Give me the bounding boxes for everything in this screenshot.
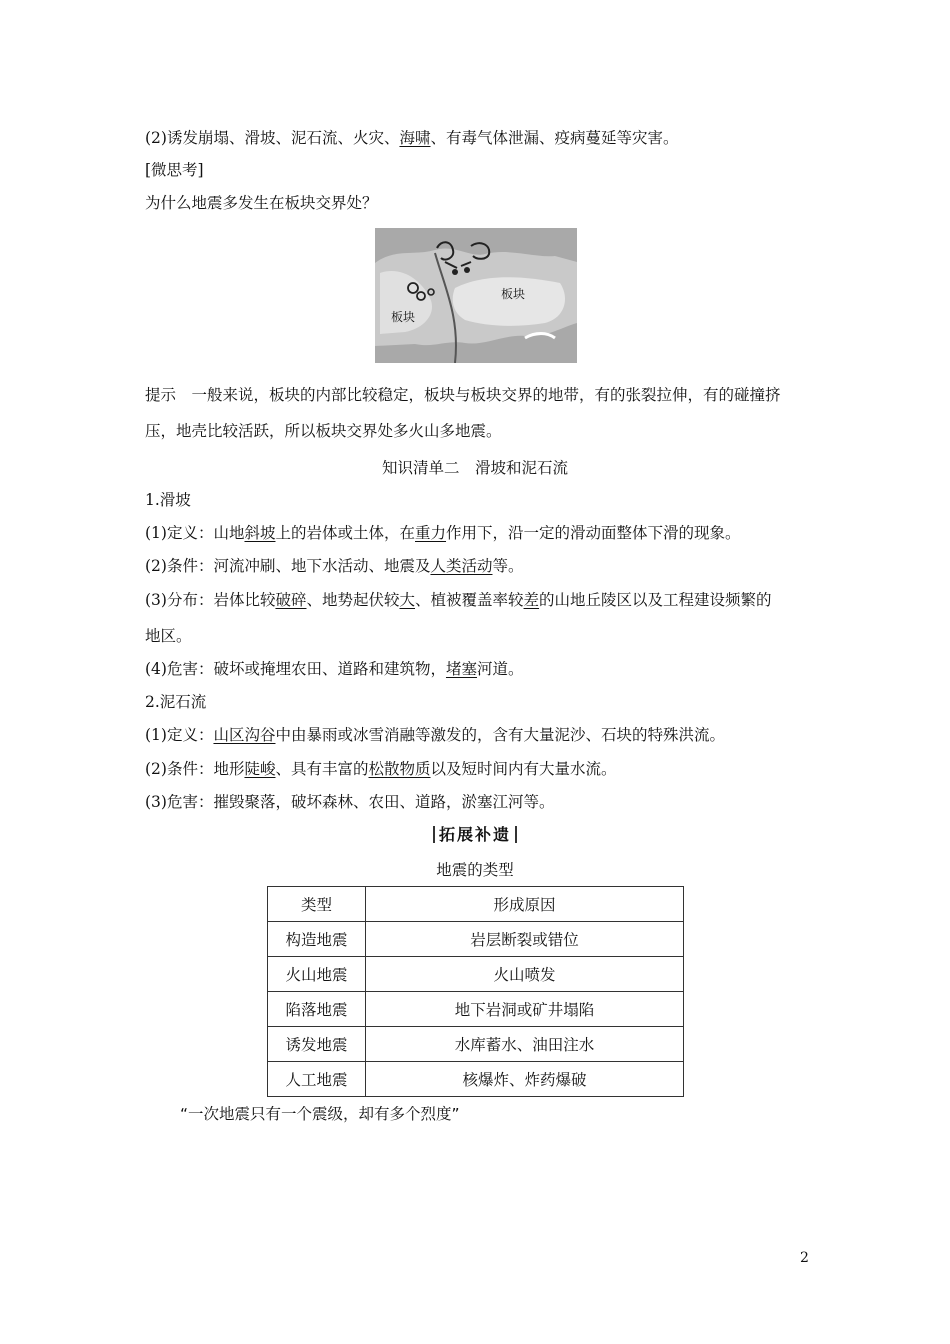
table-cell-type: 构造地震 xyxy=(268,922,366,957)
extension-banner: 拓展补遗 xyxy=(0,822,950,845)
landslide-distribution-cont: 地区。 xyxy=(145,627,192,645)
plate-boundary-figure xyxy=(375,228,577,363)
quote-text: “一次地震只有一个震级，却有多个烈度” xyxy=(180,1105,460,1123)
figure-label-left: 板块 xyxy=(391,310,416,324)
landslide-conditions: (2)条件：河流冲刷、地下水活动、地震及人类活动等。 xyxy=(145,557,524,575)
earthquake-types-table xyxy=(267,886,684,1097)
hint-line-2: 压，地壳比较活跃，所以板块交界处多火山多地震。 xyxy=(145,422,502,440)
landslide-harm: (4)危害：破坏或掩埋农田、道路和建筑物，堵塞河道。 xyxy=(145,660,524,678)
table-header-type: 类型 xyxy=(268,887,366,922)
debris-definition: (1)定义：山区沟谷中由暴雨或冰雪消融等激发的，含有大量泥沙、石块的特殊洪流。 xyxy=(145,726,725,744)
table-cell-type: 人工地震 xyxy=(268,1062,366,1097)
table-cell-cause: 水库蓄水、油田注水 xyxy=(366,1027,684,1062)
table-header-row xyxy=(268,887,684,922)
table-cell-cause: 岩层断裂或错位 xyxy=(366,922,684,957)
table-row xyxy=(268,922,684,957)
section-title: 知识清单二 滑坡和泥石流 xyxy=(381,459,568,477)
debris-heading: 2.泥石流 xyxy=(145,693,207,711)
figure-label-right: 板块 xyxy=(501,287,526,301)
table-cell-cause: 地下岩洞或矿井塌陷 xyxy=(366,992,684,1027)
landslide-heading: 1.滑坡 xyxy=(145,491,191,509)
table-row xyxy=(268,1062,684,1097)
table-cell-type: 火山地震 xyxy=(268,957,366,992)
landslide-distribution: (3)分布：岩体比较破碎、地势起伏较大、植被覆盖率较差的山地丘陵区以及工程建设频繁的 xyxy=(145,591,772,609)
landslide-definition: (1)定义：山地斜坡上的岩体或土体，在重力作用下，沿一定的滑动面整体下滑的现象。 xyxy=(145,524,741,542)
table-row xyxy=(268,1027,684,1062)
table-cell-cause: 火山喷发 xyxy=(366,957,684,992)
table-cell-type: 陷落地震 xyxy=(268,992,366,1027)
table-row xyxy=(268,957,684,992)
think-tag: [微思考] xyxy=(145,161,204,179)
disaster-line: (2)诱发崩塌、滑坡、泥石流、火灾、海啸、有毒气体泄漏、疫病蔓延等灾害。 xyxy=(145,129,679,147)
table-header-cause: 形成原因 xyxy=(366,887,684,922)
hint-line-1: 提示 一般来说，板块的内部比较稳定，板块与板块交界的地带，有的张裂拉伸，有的碰撞挤 xyxy=(145,386,781,404)
table-caption: 地震的类型 xyxy=(436,861,514,879)
debris-harm: (3)危害：摧毁聚落，破坏森林、农田、道路，淤塞江河等。 xyxy=(145,793,555,811)
table-cell-cause: 核爆炸、炸药爆破 xyxy=(366,1062,684,1097)
debris-conditions: (2)条件：地形陡峻、具有丰富的松散物质以及短时间内有大量水流。 xyxy=(145,760,617,778)
page-number: 2 xyxy=(800,1250,809,1266)
table-row xyxy=(268,992,684,1027)
question-text: 为什么地震多发生在板块交界处？ xyxy=(145,194,378,212)
table-cell-type: 诱发地震 xyxy=(268,1027,366,1062)
